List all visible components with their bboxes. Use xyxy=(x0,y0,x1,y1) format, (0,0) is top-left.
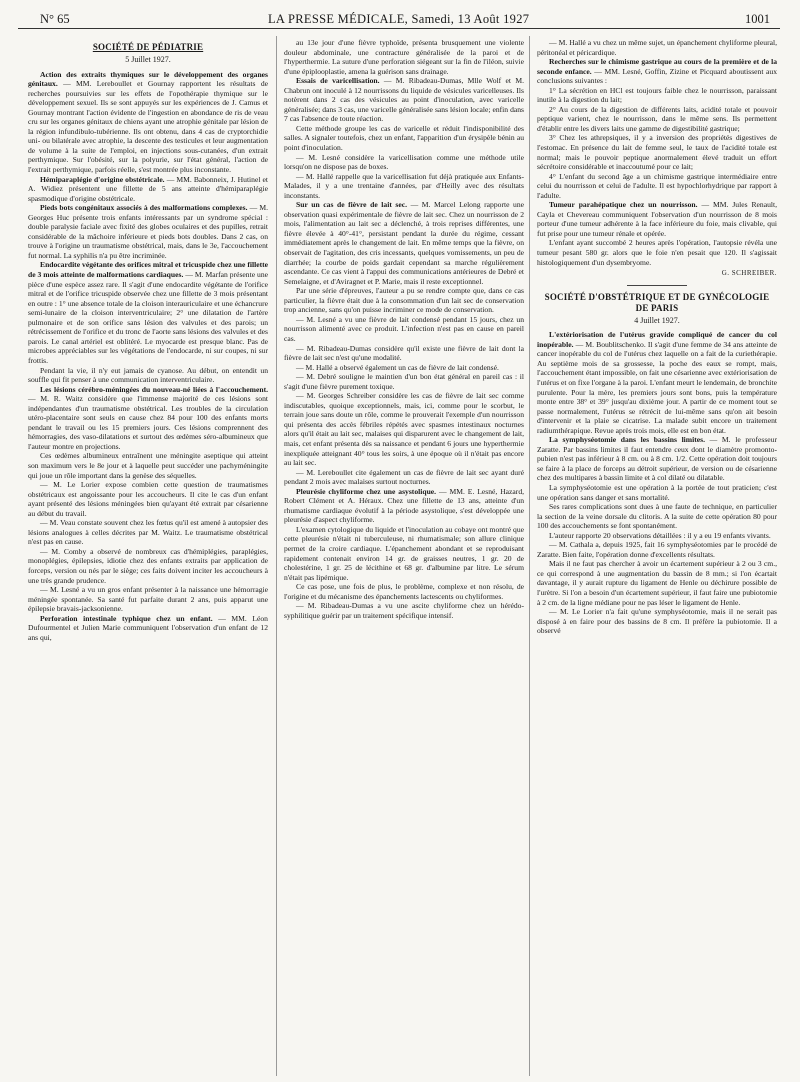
article-text: — M. Hallé a vu chez un même sujet, un épanchement chyliforme pleural, péritonéal et péricardique. xyxy=(537,38,777,57)
article-title: La symphyséotomie dans les bassins limites. xyxy=(549,435,705,445)
article-paragraph xyxy=(537,133,777,171)
article-text: Ce cas pose, une fois de plus, le problème, complexe et non résolu, de l'origine et du mécanisme des épanchements lactescents ou chyliformes. xyxy=(284,582,524,601)
article-title: Les lésions cérébro-méningées du nouveau-né liées à l'accouchement. xyxy=(40,384,268,394)
article-title: Pleurésie chyliforme chez une asystolique. xyxy=(296,486,437,496)
article-paragraph xyxy=(284,582,524,601)
article-text: — MM. E. Lesné, Hazard, Robert Clément et A. Héraux. Chez une fillette de 13 ans, atteinte d'un rhumatisme cardiaque évolutif à la période asystolique, s'est développée une pleurésie d'aspect chyliforme. xyxy=(284,486,525,525)
article-paragraph xyxy=(284,315,524,344)
article-text: — M. Debré souligne le maintien d'un bon état général en pareil cas : il s'agit d'une fièvre purement toxique. xyxy=(284,372,524,391)
section-date: 5 Juillet 1927. xyxy=(125,55,171,64)
article-text: — M. Marfan présente une pièce d'une espèce assez rare. Il s'agit d'une endocardite végétante de l'orifice mitral et de l'orifice tricuspide observée chez une fillette de 3 mois présentant en outre : 1° une absence totale de la cloison interauriculaire et une échancrure semi-lunaire de la cloison interventriculaire; 2° une dilatation de l'artère pulmonaire et de son orifice sans lésion des valvules et des parois; un rétrécissement de l'orifice et du tronc de l'aorte sans lésions des valvules et des parois. Le canal artériel est oblitéré. Le myocarde est presque blanc. Pas de microbes appréciables sur les végétations de l'endocarde, ni sur coupes, ni sur frottis. xyxy=(28,270,268,365)
article-title: Recherches sur le chimisme gastrique au cours de la première et de la seconde enfance. xyxy=(537,57,777,76)
article-paragraph xyxy=(537,57,777,86)
column-3-body-b xyxy=(537,330,777,636)
article-text: — M. Lereboullet cite également un cas de fièvre de lait sec ayant duré pendant 2 mois avec malaises surtout nocturnes. xyxy=(284,467,524,487)
article-paragraph xyxy=(537,483,777,502)
article-title: Endocardite végétante des orifices mitral et tricuspide chez une fillette de 3 mois atteinte de malformations cardiaques. xyxy=(28,260,268,280)
article-paragraph xyxy=(28,70,268,175)
article-text: — M. Georges Huc présente trois enfants intéressants par un syndrome spécial : double paralysie faciale avec fixité des globes oculaires et des pupilles, retrait considérable de la mâchoire inférieure et pieds bots doubles. Dans 2 cas, on trouve à l'origine un traumatisme obstétrical, mais, dans le 3e, l'accouchement fut normal. La syphilis n'a pu être incriminée. xyxy=(28,203,268,260)
article-paragraph xyxy=(284,38,524,76)
article-title: Essais de varicellisation. xyxy=(296,76,380,86)
article-paragraph xyxy=(537,540,777,559)
article-text: 2° Au cours de la digestion de différents laits, acidité totale et pouvoir peptique varient, chez le nourrisson, dans le même sens. Ils permettent d'établir entre les divers laits une gamme de digestibilité gastrique; xyxy=(537,104,777,133)
issue-number: N° 65 xyxy=(40,12,70,26)
article-paragraph xyxy=(537,330,777,435)
column-3-body-a xyxy=(537,38,777,267)
article-text: — M. R. Waitz considère que l'immense majorité de ces lésions sont indépendantes d'un traumatisme obstétrical. Les troubles de la circulation utéro-placentaire sont seuls en cause chez 84 pour 100 des enfants morts pendant le travail ou les 15 premiers jours. Ces lésions comprennent des hémorragies, des vaso-dilatations et surtout des œdèmes séro-albumineux que l'auteur montre en projections. xyxy=(28,394,268,451)
article-text: 3° Chez les athrepsiques, il y a inversion des propriétés digestives de l'estomac. En présence du lait de femme seul, le taux de l'acidité totale est normal; mais le pouvoir peptique anormalement élevé traduit un effort sécrétoire considérable et inaccoutumé pour ce lait; xyxy=(537,133,777,172)
article-paragraph xyxy=(284,525,524,582)
article-paragraph xyxy=(28,203,268,260)
article-text: — MM. Lereboullet et Gournay rapportent les résultats de recherches poursuivies sur les effets de l'opothérapie thymique sur le développement sexuel. Ils se sont appuyés sur les expériences de J. Camus et Gournay montrant l'action évidente de l'ingestion en abondance de ris de veau cru sur les organes génitaux de chiens ayant une atrophie génitale par lésion de la région infundibulo-tubérienne. Ils ont obtenu, dans 4 cas de cryptorchidie uni- ou bilatérale avec atrophie, la descente des testicules et leur augmentation de volume à la suite de l'emploi, en injections sous-cutanées, d'un extrait perthymique. Sur l'obésité, sur la polyurie, sur l'état général, l'action de l'extrait perthymique, parfois réelle, s'est montrée plus inconstante. xyxy=(28,79,268,175)
article-paragraph xyxy=(28,585,268,614)
article-paragraph xyxy=(537,86,777,105)
article-text: — M. Georges Schreiber considère les cas de fièvre de lait sec comme indiscutables, quoique exceptionnels, mais, ici, comme pour le scorbut, le terrain joue sans doute un rôle, comme le prouverait l'exemple d'un nourrisson qui présenta des accès fébriles répétés avec spasmes intestinaux nocturnes alors qu'il était au lait sec, malaises qui disparurent avec le changement de lait, mais, cet enfant présenta dès sa naissance et pendant 6 jours une hyperthermie inexpliquée atteignant 40° tous les soirs, à une époque où il n'était pas encore au lait sec. xyxy=(284,391,524,468)
article-paragraph xyxy=(537,559,777,607)
journal-title: LA PRESSE MÉDICALE, Samedi, 13 Août 1927 xyxy=(268,12,530,26)
article-paragraph xyxy=(284,391,524,467)
article-paragraph xyxy=(284,200,524,286)
article-paragraph xyxy=(28,547,268,585)
article-text: — M. Ribadeau-Dumas, Mlle Wolf et M. Chabrun ont inoculé à 12 nourrissons du liquide de vésicules varicelleuses. Ils notèrent dans 2 cas des vésicules au point d'inoculation, avec varicelle généralisée; dans 3 cas, une varicelle généralisée sans lésion locale; enfin dans 7 cas l'absence de toute réaction. xyxy=(284,76,524,124)
article-paragraph xyxy=(537,38,777,57)
article-paragraph xyxy=(537,200,777,238)
article-text: — MM. Lesné, Goffin, Zizine et Picquard aboutissent aux conclusions suivantes : xyxy=(537,66,777,86)
article-text: — M. Cathala a, depuis 1925, fait 16 symphyséotomies par le procédé de Zaratte. Bien faite, l'opération donne d'excellents résultats. xyxy=(537,540,777,559)
page-number: 1001 xyxy=(745,12,770,26)
column-1-body xyxy=(28,70,268,643)
article-text: — M. Boublitschenko. Il s'agit d'une femme de 34 ans atteinte de cancer inopérable du col de l'utérus chez laquelle on a fait de la curiethérapie. Au septième mois de sa grossesse, la poche des eaux se rompt, mais, l'accouchement étant impossible, on fait une césarienne avec extériorisation de l'utérus et on fixe l'organe à la paroi. L'enfant meurt le lendemain, de bronchite purulente. Pour la mère, les premiers jours sont bons, puis la température monte entre 38° et 39° jusqu'au dixième jour. A partir de ce moment tout se passe normalement, l'utérus se rétrécit de lui-même sans qu'on ait besoin d'intervenir et la plaie se cicatrise. La malade subit encore un traitement radiumthérapique. Revue après trois mois, elle est en bon état. xyxy=(537,339,778,435)
article-paragraph xyxy=(284,372,524,391)
article-paragraph xyxy=(537,105,777,134)
article-text: — MM. Léon Dufourmentel et Julien Marie communiquent l'observation d'un enfant de 12 ans qui, xyxy=(28,613,268,642)
article-text: — M. Lesné considère la varicellisation comme une méthode utile lorsqu'on ne dispose pas de boxes. xyxy=(284,152,524,172)
section-title-pediatrie: SOCIÉTÉ DE PÉDIATRIE xyxy=(92,42,204,52)
column-1 xyxy=(28,38,268,642)
article-paragraph xyxy=(284,124,524,153)
column-separator xyxy=(276,36,277,1076)
column-2-body xyxy=(284,38,524,620)
article-paragraph xyxy=(537,172,777,201)
article-text: — M. Ribadeau-Dumas a vu une ascite chyliforme chez un hérédo-syphilitique guérir par un traitement spécifique intensif. xyxy=(284,601,524,620)
article-text: — M. Marcel Lelong rapporte une observation quasi expérimentale de fièvre de lait sec. Chez un nourrisson de 2 mois, l'alimentation au lait sec a déclenché, à trois reprises différentes, une fièvre élevée à 40°-41°, persistant pendant la durée du régime, cessant immédiatement après le changement de lait. En même temps que la fièvre, on observait de l'agitation, des cris incessants, quelques vomissements, un peu de diarrhée; la courbe de poids gardait cependant sa marche régulièrement ascendante. Ce cas vient à l'appui des communications antérieures de Debré et Semelaigne, et d'Aviragnet et P. Marie, mais il reste exceptionnel. xyxy=(284,200,524,286)
article-text: Ces œdèmes albumineux entraînent une méningite aseptique qui atteint son maximum vers le 8e jour et à laquelle peut succéder une pachyméningite qui joue un rôle important dans la genèse des séquelles. xyxy=(28,451,268,480)
article-text: — M. Ribadeau-Dumas considère qu'il existe une fièvre de lait dont la fièvre de lait sec n'est qu'une modalité. xyxy=(284,343,524,363)
article-paragraph xyxy=(537,607,777,636)
article-title: Perforation intestinale typhique chez un enfant. xyxy=(40,613,213,623)
article-text: — M. le professeur Zaratte. Par bassins limites il faut entendre ceux dont le diamètre promonto-pubien n'est pas inférieur à 8 cm. ou à 8 cm. 1/2. Cette opération doit toujours se faire à la place de forceps au détroit supérieur, de version ou de césarienne chez des multipares à bassin limite et à col dilaté ou dilatable. xyxy=(537,435,777,483)
article-paragraph xyxy=(537,238,777,267)
article-paragraph xyxy=(28,366,268,385)
article-text: — M. Le Lorier expose combien cette question de traumatismes obstétricaux est angoissante pour les accoucheurs. Il cite le cas d'un enfant ayant présenté des lésions méningées bien qu'ayant été extrait par césarienne au début du travail. xyxy=(28,480,268,518)
article-paragraph xyxy=(28,175,268,204)
article-title: Hémiparaplégie d'origine obstétricale. xyxy=(40,174,165,184)
article-text: Ses rares complications sont dues à une faute de technique, en particulier la section de la veine dorsale du clitoris. A la suite de cette opération 80 pour 100 des accouchements se font spontanément. xyxy=(537,502,777,531)
article-text: 4° L'enfant du second âge a un chimisme gastrique intermédiaire entre celui du nourrisson et celui de l'adulte. Il est hypochlorhydrique par rapport à l'adulte. xyxy=(537,171,777,200)
article-text: L'auteur rapporte 20 observations détaillées : il y a eu 19 enfants vivants. xyxy=(549,530,771,540)
article-title: Sur un cas de fièvre de lait sec. xyxy=(296,200,408,210)
article-title: Tumeur parahépatique chez un nourrisson. xyxy=(549,200,698,210)
article-paragraph xyxy=(28,518,268,547)
article-paragraph xyxy=(537,435,777,483)
article-text: — M. Hallé rappelle que la varicellisation fut déjà pratiquée aux Enfants-Malades, il y a une trentaine d'années, par d'Heilly avec des résultats inconstants. xyxy=(284,171,524,200)
article-text: — M. Le Lorier n'a fait qu'une symphyséotomie, mais il ne serait pas disposé à en faire pour des bassins de 8 cm. Il préfère la pubiotomie. Il a observé xyxy=(537,607,777,636)
article-text: — M. Lesné a vu une fièvre de lait condensé pendant 15 jours, chez un nourrisson alimenté avec ce produit. L'infection n'est pas en cause en pareil cas. xyxy=(284,314,524,343)
article-text: Pendant la vie, il n'y eut jamais de cyanose. Au début, on entendit un souffle qui fit penser à une communication interventriculaire. xyxy=(28,365,268,385)
article-paragraph xyxy=(284,286,524,315)
section-divider xyxy=(627,285,687,286)
article-text: — M. Hallé a observé également un cas de fièvre de lait condensé. xyxy=(296,362,499,372)
article-paragraph xyxy=(537,502,777,531)
article-text: — M. Veau constate souvent chez les fœtus qu'il est amené à autopsier des lésions analogues à celles décrites par M. Waitz. Le traumatisme obstétrical n'est pas en cause. xyxy=(28,518,268,547)
article-paragraph xyxy=(28,614,268,643)
article-text: Mais il ne faut pas chercher à avoir un écartement supérieur à 2 ou 3 cm., ce qui correspond à une augmentation du bassin de 8 mm.; si l'on écartait davantage, il y aurait rupture du ligament de Henle ou déchirure possible de l'urètre. Si l'on a besoin d'un écartement supérieur, il faut faire une pubiotomie à 2 cm. de la ligne médiane pour ne pas léser le ligament de Henle. xyxy=(537,559,777,607)
page-header xyxy=(18,6,780,26)
article-paragraph xyxy=(284,76,524,124)
article-text: — MM. Babonneix, J. Hutinel et A. Widiez présentent une fillette de 5 ans atteinte d'hémiparaplégie spasmodique d'origine obstétricale. xyxy=(28,174,269,203)
article-text: Cette méthode groupe les cas de varicelle et réduit l'indisponibilité des salles. A signaler toutefois, chez un enfant, l'apparition d'un érysipèle bénin au point d'inoculation. xyxy=(284,123,524,153)
article-paragraph xyxy=(28,385,268,452)
article-paragraph xyxy=(28,451,268,480)
article-paragraph xyxy=(284,601,524,620)
article-paragraph xyxy=(284,468,524,487)
signature: G. SCHREIBER. xyxy=(721,269,777,278)
article-paragraph xyxy=(284,344,524,363)
article-paragraph xyxy=(284,363,524,373)
article-paragraph xyxy=(537,531,777,541)
article-paragraph xyxy=(28,260,268,365)
article-text: Par une série d'épreuves, l'auteur a pu se rendre compte que, dans ce cas particulier, la fièvre était due à la consommation d'un lait sec de conservation trop ancienne, sans qu'on puisse incriminer ce mode de conservation. xyxy=(284,286,524,315)
column-2 xyxy=(284,38,524,620)
article-title: Action des extraits thymiques sur le développement des organes génitaux. xyxy=(28,69,268,89)
article-text: — MM. Jules Renault, Cayla et Chevereau communiquent l'observation d'un nourrisson de 8 mois porteur d'une tumeur adhérente à la face inférieure du foie, mais clivable, qui fut prise pour une tumeur rénale et opérée. xyxy=(537,200,777,238)
article-paragraph xyxy=(284,487,524,525)
section-title-obstetrique: SOCIÉTÉ D'OBSTÉTRIQUE ET DE GYNÉCOLOGIE DE PARIS xyxy=(544,291,770,313)
column-3 xyxy=(537,38,777,636)
article-title: L'extériorisation de l'utérus gravide compliqué de cancer du col inopérable. xyxy=(537,330,777,349)
article-text: au 13e jour d'une fièvre typhoïde, présenta brusquement une violente douleur abdominale, une contracture généralisée de la paroi et de l'hyperthermie. La suture d'une perforation siégeant sur la fin de l'iléon, suivie d'une épiplooplastie, amena la guérison sans drainage. xyxy=(284,38,524,76)
article-text: L'enfant ayant succombé 2 heures après l'opération, l'autopsie révéla une tumeur pesant 580 gr. alors que le foie n'en pesait que 120. Il s'agissait histologiquement d'un dysembryome. xyxy=(537,238,777,267)
article-title: Pieds bots congénitaux associés à des malformations complexes. xyxy=(40,203,248,213)
article-text: 1° La sécrétion en HCl est toujours faible chez le nourrisson, paraissant inutile à la digestion du lait; xyxy=(537,85,777,105)
article-text: — M. Comby a observé de nombreux cas d'hémiplégies, paraplégies, monoplégies, épilepsies, idiotie chez des enfants extraits par application de forceps, version ou nés par le siège; ces faits doivent inciter les accoucheurs à une très grande prudence. xyxy=(28,546,268,585)
article-text: — M. Lesné a vu un gros enfant présenter à la naissance une hémorragie méningée spontanée. Sa santé fut parfaite durant 2 ans, puis apparut une épilepsie bravais-jacksonienne. xyxy=(28,585,268,614)
article-text: L'examen cytologique du liquide et l'inoculation au cobaye ont montré que cette pleurésie n'était ni tuberculeuse, ni rhumatismale; son allure clinique permet de la croire cardiaque. L'épanchement abondant et se reproduisant rapidement contenait environ 14 gr. de graisses neutres, 1 gr. 20 de cholestérine, 1 gr. 25 de lécithine et 68 gr. d'albumine par litre. Le sérum n'était pas lipémique. xyxy=(284,524,524,582)
article-paragraph xyxy=(284,153,524,172)
header-rule xyxy=(18,28,780,29)
column-separator xyxy=(529,36,530,1076)
section-date: 4 Juillet 1927. xyxy=(634,315,680,325)
article-text: La symphyséotomie est une opération à la portée de tout praticien; c'est une opération sans danger et sans mortalité. xyxy=(537,482,777,502)
article-paragraph xyxy=(284,172,524,201)
article-paragraph xyxy=(28,480,268,518)
